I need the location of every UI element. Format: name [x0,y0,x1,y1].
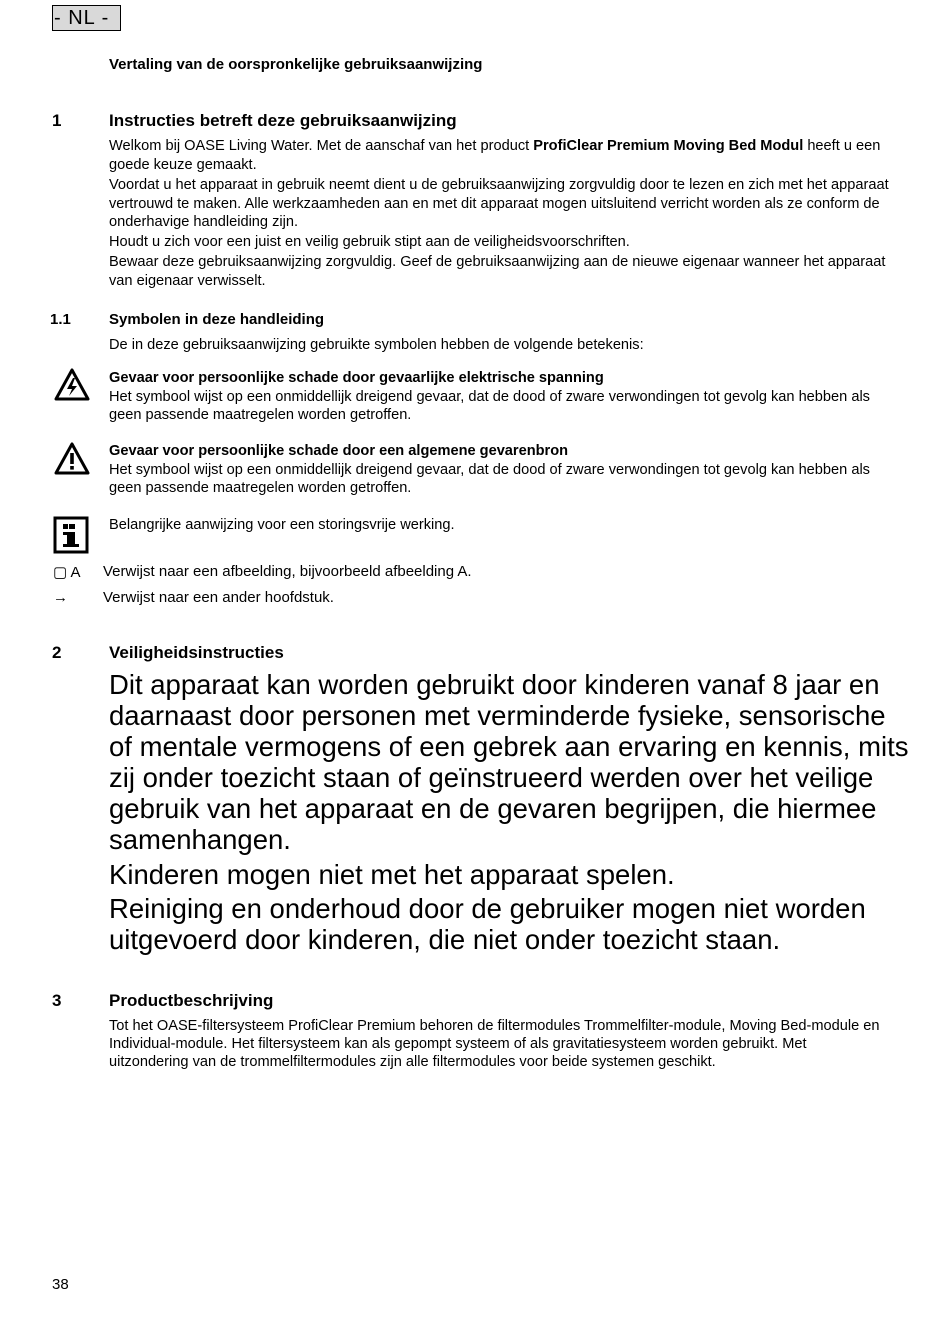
general-hazard-text: Het symbool wijst op een onmiddellijk dreigend gevaar, dat de dood of zware verwondingen tot gevolg kan hebben als geen passende maatregelen worden getroffen. [109,461,870,496]
electric-hazard-title: Gevaar voor persoonlijke schade door gevaarlijke elektrische spanning [109,370,604,386]
section-1-number: 1 [52,111,62,130]
electric-hazard-icon [53,367,91,403]
intro-pre-text: Welkom bij OASE Living Water. Met de aanschaf van het product [109,138,534,154]
general-hazard-title: Gevaar voor persoonlijke schade door een algemene gevarenbron [109,443,569,459]
section-2-title: Veiligheidsinstructies [109,643,284,662]
document-subtitle: Vertaling van de oorspronkelijke gebruiksaanwijzing [109,56,483,73]
section-1-intro [109,137,899,174]
page-number: 38 [52,1276,69,1293]
general-hazard-block [109,442,899,498]
symbols-intro: De in deze gebruiksaanwijzing gebruikte symbolen hebben de volgende betekenis: [109,337,644,353]
figure-reference-text: Verwijst naar een afbeelding, bijvoorbeeld afbeelding A. [103,563,472,580]
section-1-1-title: Symbolen in deze handleiding [109,311,325,328]
chapter-reference-text: Verwijst naar een ander hoofdstuk. [103,589,334,606]
section-1-paragraph-3: Houdt u zich voor een juist en veilig gebruik stipt aan de veiligheidsvoorschriften. [109,234,630,250]
section-1-title: Instructies betreft deze gebruiksaanwijzing [109,111,457,130]
section-1-1-number: 1.1 [50,311,71,328]
general-hazard-icon [53,441,91,477]
info-icon [53,516,89,554]
safety-paragraph-3: Reiniging en onderhoud door de gebruiker mogen niet worden uitgevoerd door kinderen, die niet onder toezicht staan. [109,893,866,955]
product-name: ProfiClear Premium Moving Bed Modul [533,138,804,154]
section-3-number: 3 [52,991,62,1010]
electric-hazard-block [109,369,899,425]
electric-hazard-text: Het symbool wijst op een onmiddellijk dreigend gevaar, dat de dood of zware verwondingen tot gevolg kan hebben als geen passende maatregelen worden getroffen. [109,388,870,423]
section-1-paragraph-4: Bewaar deze gebruiksaanwijzing zorgvuldig. Geef de gebruiksaanwijzing aan de nieuwe eigenaar wanneer het apparaat van eigenaar verwisselt. [109,254,886,289]
language-tag: - NL - [52,5,121,31]
intro-post-text: heeft u een goede keuze gemaakt. [109,138,881,173]
arrow-right-icon: → [53,589,68,606]
section-1-paragraph-2: Voordat u het apparaat in gebruik neemt dient u de gebruiksaanwijzing zorgvuldig door te lezen en zich met het apparaat vertrouwd te maken. Alle werkzaamheden aan en met dit apparaat mogen uitsluitend verricht worden als ze conform de onderhavige handleiding zijn. [109,177,889,230]
safety-paragraph-2: Kinderen mogen niet met het apparaat spelen. [109,859,675,890]
figure-reference-symbol: ▢ A [53,564,81,581]
info-text: Belangrijke aanwijzing voor een storingsvrije werking. [109,517,455,533]
product-description-text: Tot het OASE-filtersysteem ProfiClear Premium behoren de filtermodules Trommelfilter-module, Moving Bed-module en Individual-module. Het filtersysteem kan als gepompt systeem of als gravitatiesysteem worden gebruikt. Met uitzondering van de trommelfiltermodules zijn alle filtermodules voor beide systemen geschikt. [109,1018,880,1070]
safety-paragraph-1: Dit apparaat kan worden gebruikt door kinderen vanaf 8 jaar en daarnaast door personen met verminderde fysieke, sensorische of mentale vermogens of een gebrek aan ervaring en kennis, mits zij onder toezicht staan of geïnstrueerd werden over het veilige gebruik van het apparaat en de gevaren begrijpen, die hiermee samenhangen. [109,669,909,855]
section-2-number: 2 [52,643,62,662]
section-3-title: Productbeschrijving [109,991,274,1010]
